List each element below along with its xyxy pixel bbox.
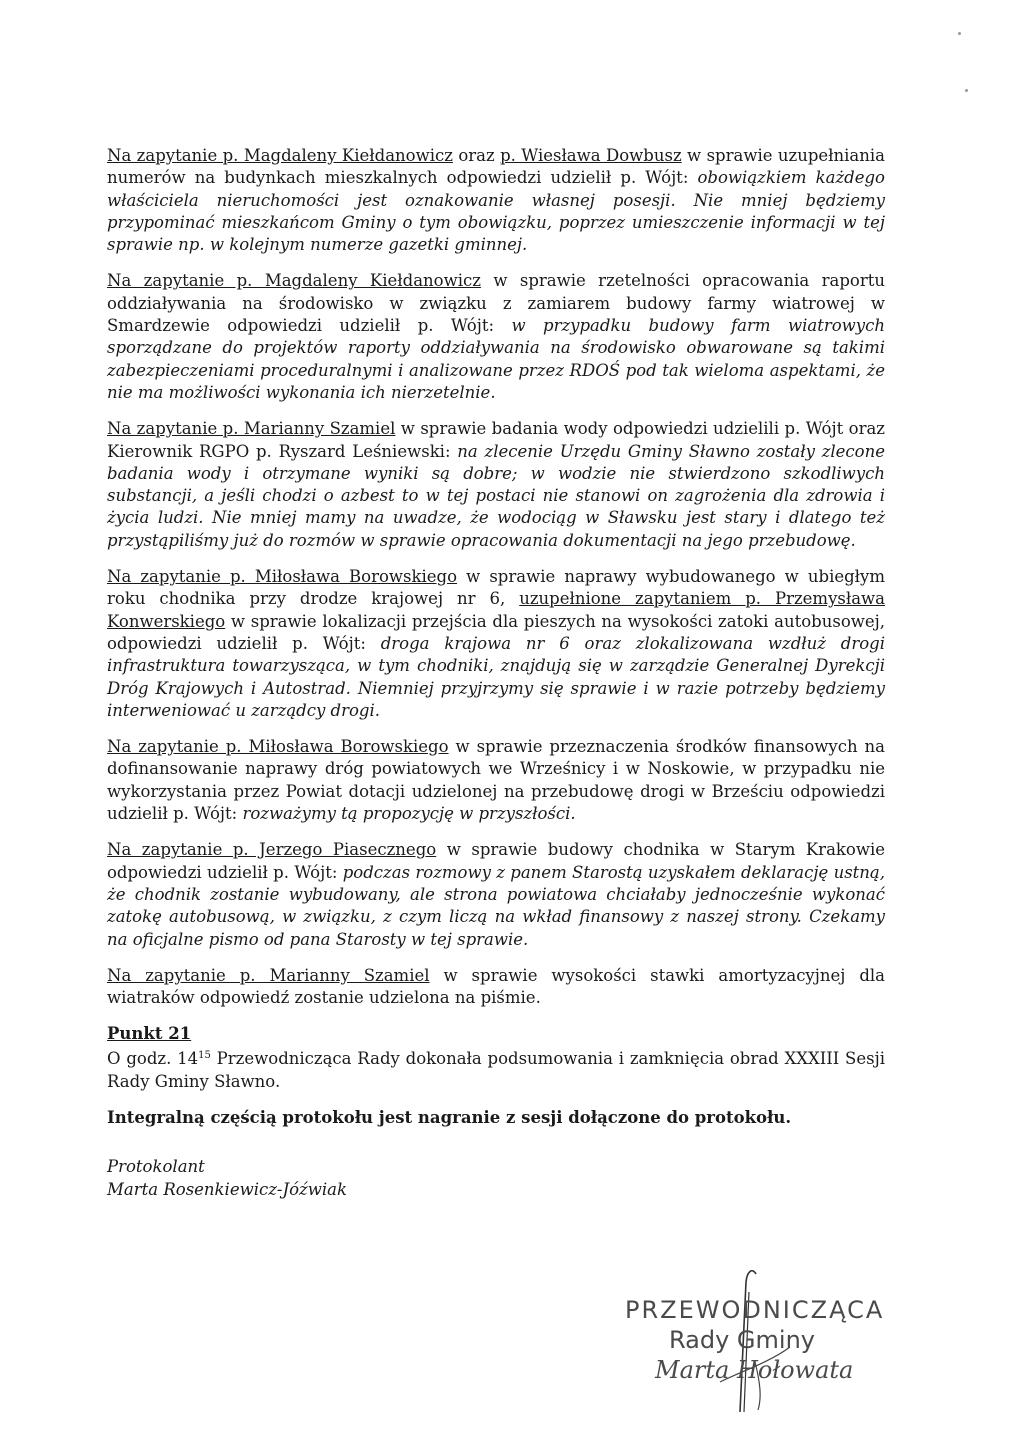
signature-block (107, 1155, 885, 1201)
paragraph-6 (107, 839, 885, 950)
inquiry-author: Na zapytanie p. Marianny Szamiel (107, 419, 396, 439)
time-minutes: 15 (198, 1050, 211, 1062)
inquiry-author: Na zapytanie p. Magdaleny Kiełdanowicz (107, 271, 481, 291)
signature-role: Protokolant (107, 1156, 205, 1176)
inquiry-author: Na zapytanie p. Jerzego Piasecznego (107, 840, 437, 860)
inquiry-author: Na zapytanie p. Miłosława Borowskiego (107, 737, 449, 757)
stamp-body: Rady Gminy (669, 1326, 815, 1354)
answer-text: rozważymy tą propozycję w przyszłości. (242, 804, 576, 824)
text: O godz. 14 (107, 1049, 199, 1069)
text: w sprawie przeznaczenia środków finansowych na dofinansowanie naprawy dróg powiatowych we Wrześnicy i w Noskowie, w przypadku nie wykorzystania przez Powiat dotacji udzielonej na przebudowę drogi w Brześciu odpowiedzi udzielił p. Wójt: (107, 737, 885, 824)
inquiry-author: p. Wiesława Dowbusz (500, 146, 682, 165)
closing-paragraph (107, 1045, 885, 1093)
signature-name: Marta Rosenkiewicz-Jóźwiak (107, 1179, 347, 1199)
text: oraz (452, 146, 501, 165)
text: w sprawie uzupełniania numerów na budynkach mieszkalnych odpowiedzi udzielił p. Wójt: (107, 146, 885, 188)
stamp-name: Marta Hołowata (655, 1356, 854, 1384)
scan-speck (958, 32, 961, 35)
answer-text: droga krajowa nr 6 oraz zlokalizowana wzdłuż drogi infrastruktura towarzysząca, w tym chodniki, znajdują się w zarządzie Generalnej Dyrekcji Dróg Krajowych i Autostrad. Niemniej przyjrzymy się sprawie i w razie potrzeby będziemy interweniować u zarządcy drogi. (107, 633, 885, 720)
scan-speck (965, 89, 968, 92)
text: w sprawie naprawy wybudowanego w ubiegłym roku chodnika przy drodze krajowej nr 6, (107, 567, 885, 609)
text: Przewodnicząca Rady dokonała podsumowania i zamknięcia obrad XXXIII Sesji Rady Gminy Sławno. (107, 1049, 885, 1091)
text: w sprawie budowy chodnika w Starym Krakowie odpowiedzi udzielił p. Wójt: (107, 840, 885, 882)
text: w sprawie badania wody odpowiedzi udzielili p. Wójt oraz Kierownik RGPO p. Ryszard Leśniewski: (107, 419, 886, 461)
section-heading: Punkt 21 (107, 1024, 192, 1044)
text: w sprawie wysokości stawki amortyzacyjnej dla wiatraków odpowiedź zostanie udzielona na piśmie. (107, 965, 885, 1008)
paragraph-2 (107, 270, 885, 404)
paragraph-5 (107, 736, 885, 825)
official-stamp (625, 1290, 885, 1400)
answer-text: podczas rozmowy z panem Starostą uzyskałem deklarację ustną, że chodnik zostanie wybudowany, ale strona powiatowa chciałaby jednocześnie wykonać zatokę autobusową, w związku, z czym liczą na wkład finansowy z naszej strony. Czekamy na oficjalne pismo od pana Starosty w tej sprawie. (107, 862, 885, 949)
text: w sprawie lokalizacji przejścia dla pieszych na wysokości zatoki autobusowej, odpowiedzi udzielił p. Wójt: (107, 611, 885, 653)
inquiry-author: uzupełnione zapytaniem p. Przemysława Konwerskiego (107, 589, 885, 631)
paragraph-7 (107, 965, 885, 1010)
inquiry-author: Na zapytanie p. Magdaleny Kiełdanowicz (107, 146, 453, 165)
paragraph-3 (107, 418, 885, 552)
stamp-title: PRZEWODNICZĄCA (625, 1296, 885, 1324)
answer-text: na zlecenie Urzędu Gminy Sławno zostały zlecone badania wody i otrzymane wyniki są dobre; w wodzie nie stwierdzono szkodliwych substancji, a jeśli chodzi o azbest to w tej postaci nie stanowi on zagrożenia dla zdrowia i życia ludzi. Nie mniej mamy na uwadze, że wodociąg w Sławsku jest stary i dlatego też przystąpiliśmy już do rozmów w sprawie opracowania dokumentacji na jego przebudowę. (107, 441, 885, 550)
document-page (107, 145, 885, 1201)
answer-text: w przypadku budowy farm wiatrowych sporządzane do projektów raporty oddziaływania na środowisko obwarowane są takimi zabezpieczeniami proceduralnymi i analizowane przez RDOŚ pod tak wieloma aspektami, że nie ma możliwości wykonania ich nierzetelnie. (107, 316, 885, 402)
paragraph-1 (107, 145, 885, 256)
integral-note: Integralną częścią protokołu jest nagranie z sesji dołączone do protokołu. (107, 1107, 792, 1127)
text: w sprawie rzetelności opracowania raportu oddziaływania na środowisko w związku z zamiarem budowy farmy wiatrowej w Smardzewie odpowiedzi udzielił p. Wójt: (107, 271, 886, 336)
answer-text: obowiązkiem każdego właściciela nieruchomości jest oznakowanie własnej posesji. Nie mniej będziemy przypominać mieszkańcom Gminy o tym obowiązku, poprzez umieszczenie informacji w tej sprawie np. w kolejnym numerze gazetki gminnej. (107, 168, 885, 255)
inquiry-author: Na zapytanie p. Miłosława Borowskiego (107, 567, 458, 587)
inquiry-author: Na zapytanie p. Marianny Szamiel (107, 965, 430, 985)
paragraph-4 (107, 566, 885, 722)
